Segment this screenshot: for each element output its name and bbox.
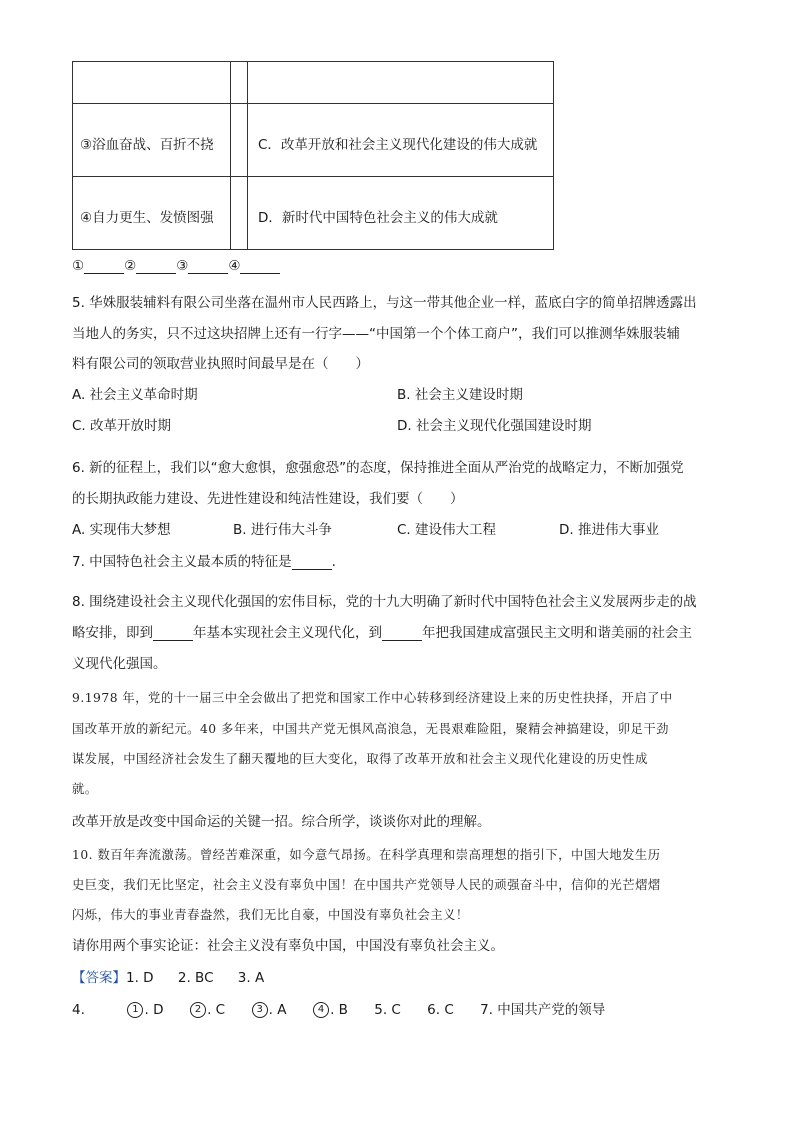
answer-blank[interactable] [240,259,280,274]
question-5-line: 5. 华姝服装辅料有限公司坐落在温州市人民西路上，与这一带其他企业一样，蓝底白字的简单招牌透露出 [72,295,697,311]
question-8-line: 8. 围绕建设社会主义现代化强国的宏伟目标，党的十九大明确了新时代中国特色社会主义发展两步走的战 [72,594,697,610]
matching-table [72,61,554,250]
answers-line-1: 【答案】1. D 2. BC 3. A [72,970,265,986]
question-10-line: 史巨变，我们无比坚定，社会主义没有辜负中国！在中国共产党领导人民的顽强奋斗中，信仰的光芒熠熠 [72,878,661,892]
circled-number: 1 [127,1002,143,1018]
table-cell-left: ③浴血奋战、百折不挠 [80,137,214,153]
answer-blank[interactable] [382,626,422,641]
table-border-right [553,61,554,250]
question-10-line: 闪烁，伟大的事业青春盎然，我们无比自豪，中国没有辜负社会主义！ [72,908,469,922]
question-5-line: 料有限公司的领取营业执照时间最早是在（ ） [72,356,369,372]
table-border-left [72,61,73,250]
question-9-line: 谋发展，中国经济社会发生了翻天覆地的巨大变化，取得了改革开放和社会主义现代化建设的历史性成 [72,752,648,766]
table-cell-right: D．新时代中国特色社会主义的伟大成就 [258,210,498,226]
answers-line-2: 4. 1 . D 2 . C 3 . A 4 . B 5. C 6. C 7. 中国共产党的领导 [72,1002,606,1018]
question-9-line: 9.1978 年，党的十一届三中全会做出了把党和国家工作中心转移到经济建设上来的历史性抉择，开启了中 [72,691,673,705]
table-column-divider [247,61,248,250]
answer-blank[interactable] [292,555,332,570]
question-10-prompt: 请你用两个事实论证：社会主义没有辜负中国，中国没有辜负社会主义。 [72,938,504,954]
option-d[interactable]: D. 推进伟大事业 [559,522,659,538]
option-b[interactable]: B. 进行伟大斗争 [233,522,332,538]
option-c[interactable]: C. 改革开放时期 [72,418,172,434]
option-d[interactable]: D. 社会主义现代化强国建设时期 [397,418,592,434]
answer-blank[interactable] [153,626,193,641]
answer-blank[interactable] [136,259,176,274]
answer-blank[interactable] [84,259,124,274]
matching-answer-blanks: ① ② ③ ④ [72,258,280,274]
circled-number: 2 [190,1002,206,1018]
option-b[interactable]: B. 社会主义建设时期 [397,387,523,403]
table-row-divider [72,176,554,177]
question-7: 7. 中国特色社会主义最本质的特征是 . [72,554,336,570]
table-cell-left: ④自力更生、发愤图强 [80,210,214,226]
question-9-prompt: 改革开放是改变中国命运的关键一招。综合所学，谈谈你对此的理解。 [72,814,491,830]
option-c[interactable]: C. 建设伟大工程 [397,522,497,538]
question-9-line: 就。 [72,782,98,796]
question-6-line: 6. 新的征程上，我们以“愈大愈惧，愈强愈恐”的态度，保持推进全面从严治党的战略定力，不断加强党 [72,460,684,476]
question-9-line: 国改革开放的新纪元。40 多年来，中国共产党无惧风高浪急，无畏艰难险阻，聚精会神搞建设，卯足干劲 [72,722,669,736]
answer-blank[interactable] [188,259,228,274]
option-a[interactable]: A. 社会主义革命时期 [72,387,198,403]
answer-label: 【答案】 [72,970,126,986]
question-8-line: 略安排，即到 年基本实现社会主义现代化，到 年把我国建成富强民主文明和谐美丽的社会主 [72,625,692,641]
table-cell-right: C．改革开放和社会主义现代化建设的伟大成就 [258,137,538,153]
table-row-divider [72,103,554,104]
circled-number: 3 [252,1002,268,1018]
option-a[interactable]: A. 实现伟大梦想 [72,522,171,538]
table-border-bottom [72,249,554,250]
circled-number: 4 [313,1002,329,1018]
question-6-line: 的长期执政能力建设、先进性建设和纯洁性建设，我们要（ ） [72,491,464,507]
question-10-line: 10. 数百年奔流激荡。曾经苦难深重，如今意气昂扬。在科学真理和崇高理想的指引下，中国大地发生历 [72,848,661,862]
table-border-top [72,61,554,62]
question-5-line: 当地人的务实，只不过这块招牌上还有一行字——“中国第一个个体工商户”，我们可以推测华姝服装辅 [72,326,680,342]
question-8-line: 义现代化强国。 [72,656,167,672]
table-column-divider [230,61,231,250]
